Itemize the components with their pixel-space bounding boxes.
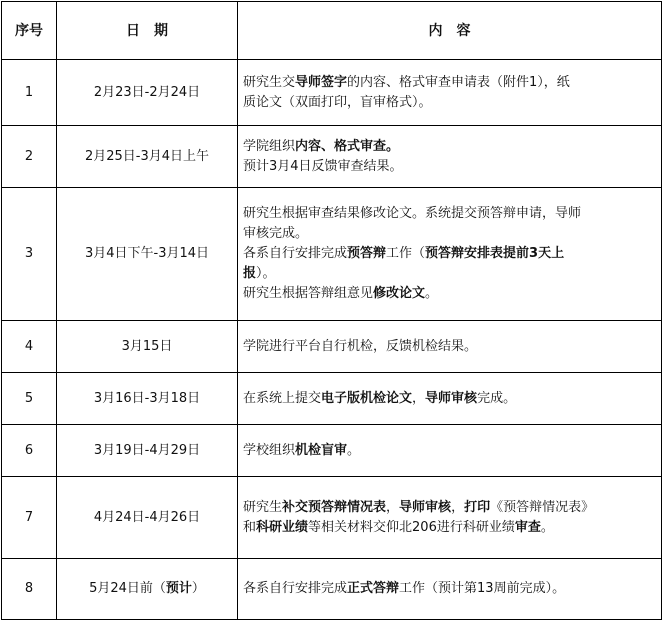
row-number: 3 bbox=[2, 188, 57, 321]
content-line bbox=[243, 244, 653, 264]
table-row bbox=[2, 126, 662, 188]
header-date: 日 期 bbox=[57, 2, 238, 60]
content-text: ， bbox=[451, 499, 465, 515]
content-text: 和 bbox=[243, 519, 257, 535]
content-text: 审核完成。 bbox=[243, 226, 309, 241]
content-line bbox=[243, 157, 653, 177]
content-line bbox=[243, 441, 653, 461]
row-content bbox=[238, 477, 662, 559]
row-date bbox=[57, 373, 238, 425]
content-line bbox=[243, 518, 653, 538]
header-no: 序号 bbox=[2, 2, 57, 60]
content-text: 学院进行平台自行机检，反馈机检结果。 bbox=[243, 338, 478, 354]
content-text-bold: 审查 bbox=[514, 519, 541, 535]
content-text-bold: 导师审核 bbox=[399, 499, 452, 515]
table-row bbox=[2, 60, 662, 126]
schedule-table bbox=[1, 1, 662, 620]
table-row bbox=[2, 321, 662, 373]
content-text-bold: 导师审核 bbox=[425, 390, 478, 406]
content-text: ， bbox=[386, 499, 400, 515]
date-text: ） bbox=[191, 581, 205, 596]
row-content bbox=[238, 559, 662, 620]
table-row bbox=[2, 188, 662, 321]
row-number: 4 bbox=[2, 321, 57, 373]
content-text: 学校组织 bbox=[243, 442, 296, 458]
content-text: 在系统上提交 bbox=[243, 390, 322, 406]
content-line bbox=[243, 337, 653, 357]
row-date bbox=[57, 321, 238, 373]
content-line bbox=[243, 498, 653, 518]
content-text-bold: 报 bbox=[243, 266, 257, 281]
content-text: 。 bbox=[347, 442, 361, 458]
row-content bbox=[238, 373, 662, 425]
content-text: 工作（预计第13周前完成）。 bbox=[399, 581, 566, 596]
content-text: 研究生 bbox=[243, 499, 283, 515]
content-text-bold: 电子版机检论文 bbox=[321, 390, 413, 406]
table-body bbox=[2, 60, 662, 620]
date-text: 3月4日下午-3月14日 bbox=[84, 246, 210, 261]
content-text-bold: 预答辩安排表提前3天上 bbox=[425, 246, 565, 261]
row-number: 5 bbox=[2, 373, 57, 425]
content-line bbox=[243, 264, 653, 284]
date-text-bold: 预计 bbox=[165, 581, 192, 596]
row-number: 1 bbox=[2, 60, 57, 126]
content-text: 预计3月4日反馈审查结果。 bbox=[243, 158, 403, 174]
content-text: 学院组织 bbox=[243, 138, 296, 154]
content-text-bold: 机检盲审 bbox=[295, 442, 348, 458]
date-text: 4月24日-4月26日 bbox=[93, 509, 201, 525]
row-content bbox=[238, 188, 662, 321]
content-text: 各系自行安排完成 bbox=[243, 246, 348, 261]
content-text-bold: 补交预答辩情况表 bbox=[282, 499, 387, 515]
content-text-bold: 科研业绩 bbox=[256, 519, 309, 535]
row-content bbox=[238, 321, 662, 373]
row-content bbox=[238, 126, 662, 188]
row-number: 7 bbox=[2, 477, 57, 559]
date-text: 3月15日 bbox=[121, 338, 173, 354]
content-text-bold: 内容、格式审查。 bbox=[295, 138, 400, 154]
table-header-row bbox=[2, 2, 662, 60]
date-text: 2月25日-3月4日上午 bbox=[84, 148, 210, 164]
content-text-bold: 修改论文 bbox=[373, 286, 426, 301]
table-row bbox=[2, 477, 662, 559]
row-number: 8 bbox=[2, 559, 57, 620]
content-line bbox=[243, 93, 653, 113]
row-content bbox=[238, 425, 662, 477]
content-text-bold: 导师签字 bbox=[295, 74, 348, 90]
content-text: 等相关材料交仰北206进行科研业绩 bbox=[308, 519, 515, 535]
content-text-bold: 正式答辩 bbox=[347, 581, 400, 596]
row-date bbox=[57, 126, 238, 188]
table-row bbox=[2, 373, 662, 425]
row-content bbox=[238, 60, 662, 126]
table-row bbox=[2, 559, 662, 620]
content-text: 质论文（双面打印，盲审格式）。 bbox=[243, 94, 432, 110]
row-date bbox=[57, 425, 238, 477]
content-text: 各系自行安排完成 bbox=[243, 581, 348, 596]
date-text: 3月19日-4月29日 bbox=[93, 442, 201, 458]
content-text: 。 bbox=[540, 519, 554, 535]
content-line bbox=[243, 73, 653, 93]
row-number: 6 bbox=[2, 425, 57, 477]
row-date bbox=[57, 60, 238, 126]
content-text: 研究生根据答辩组意见 bbox=[243, 286, 374, 301]
table-row bbox=[2, 425, 662, 477]
row-number: 2 bbox=[2, 126, 57, 188]
content-line bbox=[243, 204, 653, 224]
content-text: 《预答辩情况表》 bbox=[490, 499, 595, 515]
content-line bbox=[243, 284, 653, 304]
content-text: ， bbox=[412, 390, 426, 406]
header-content: 内 容 bbox=[238, 2, 662, 60]
content-text: 工作（ bbox=[386, 246, 426, 261]
content-text: 研究生交 bbox=[243, 74, 296, 90]
content-text: 。 bbox=[425, 286, 439, 301]
content-text-bold: 预答辩 bbox=[347, 246, 387, 261]
content-line bbox=[243, 389, 653, 409]
date-text: 2月23日-2月24日 bbox=[93, 84, 201, 100]
content-line bbox=[243, 579, 653, 599]
content-text: 完成。 bbox=[477, 390, 517, 406]
row-date bbox=[57, 477, 238, 559]
content-line bbox=[243, 137, 653, 157]
content-text: 的内容、格式审查申请表（附件1），纸 bbox=[347, 74, 570, 90]
content-line bbox=[243, 224, 653, 244]
content-text-bold: 打印 bbox=[464, 499, 491, 515]
date-text: 5月24日前（ bbox=[89, 581, 166, 596]
content-text: ）。 bbox=[256, 266, 276, 281]
row-date bbox=[57, 188, 238, 321]
date-text: 3月16日-3月18日 bbox=[93, 390, 201, 406]
content-text: 研究生根据审查结果修改论文。系统提交预答辩申请，导师 bbox=[243, 206, 582, 221]
row-date bbox=[57, 559, 238, 620]
